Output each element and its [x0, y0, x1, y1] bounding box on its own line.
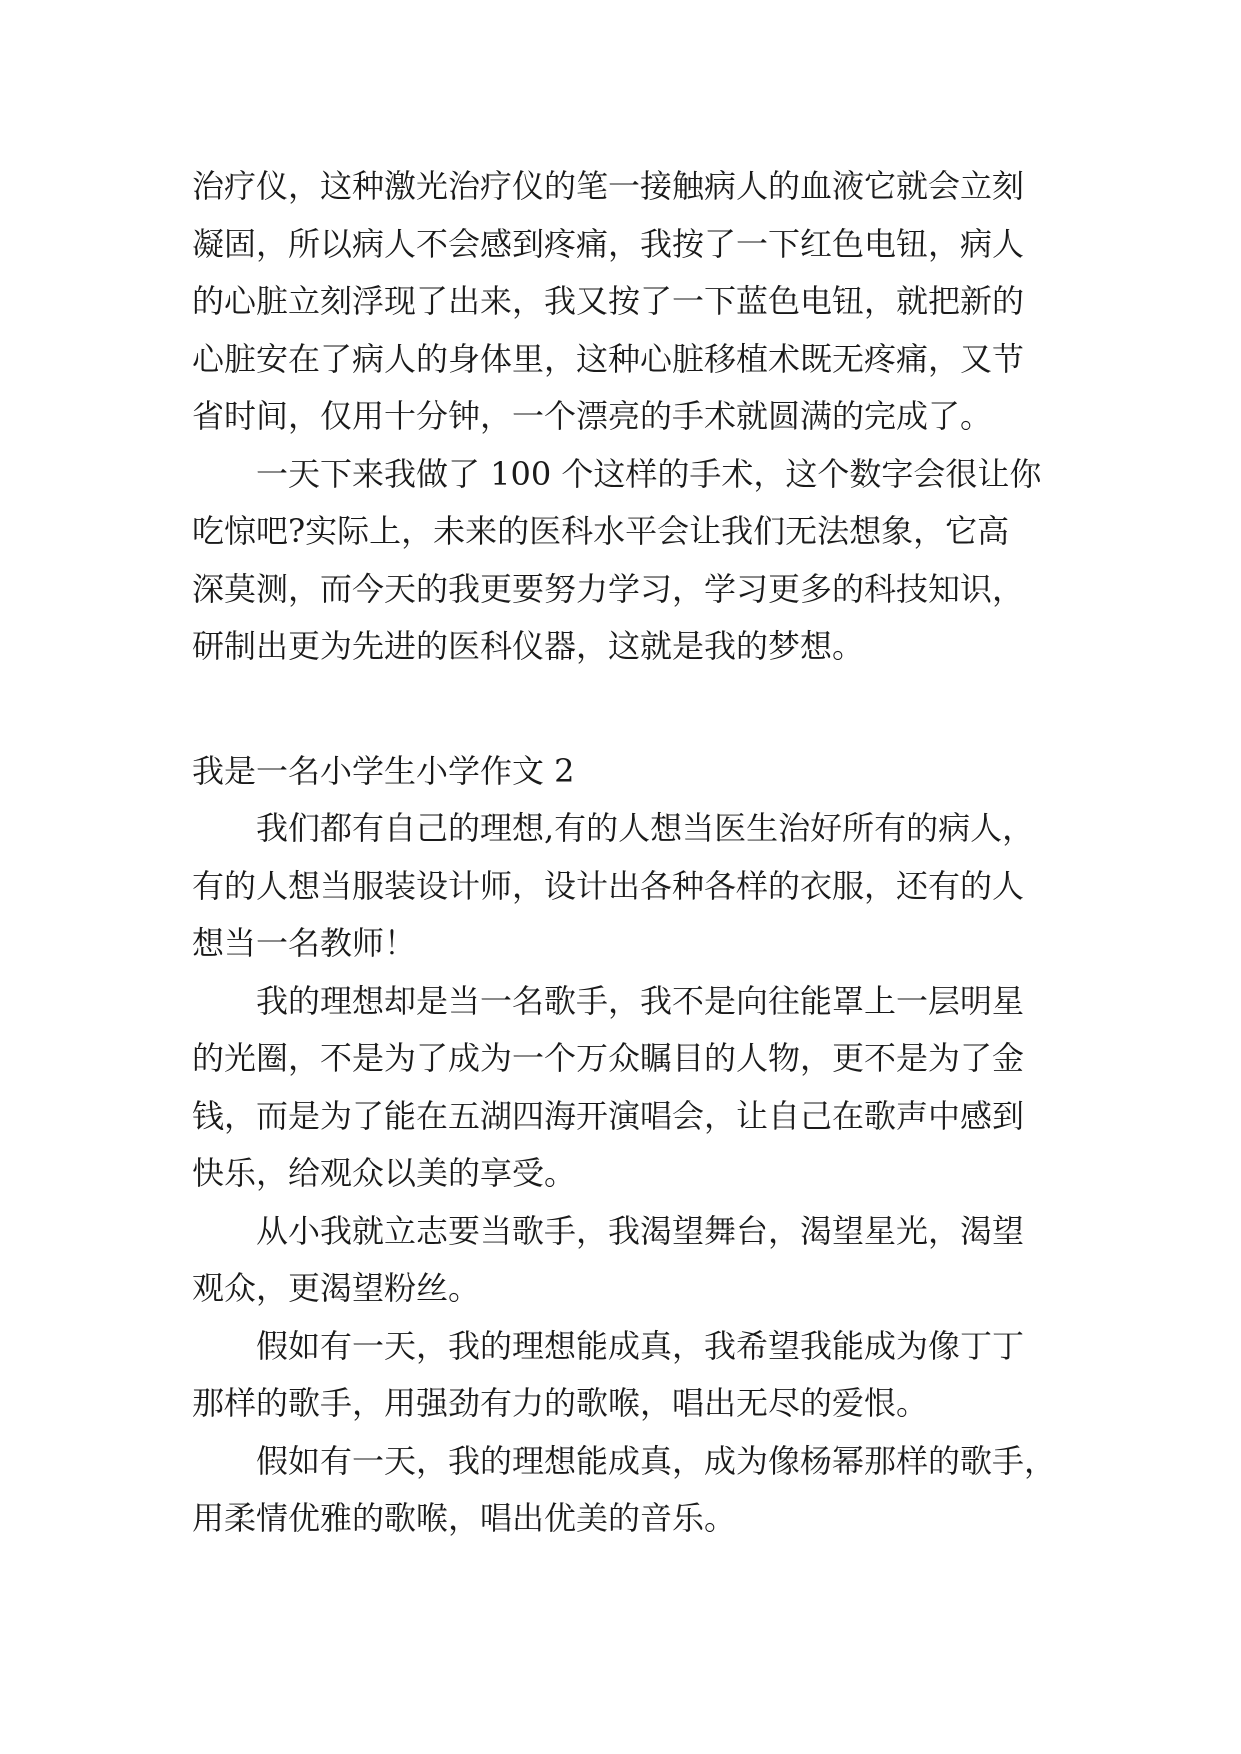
paragraph	[192, 1318, 1072, 1433]
paragraph	[192, 800, 1072, 973]
document-body	[192, 158, 1072, 1548]
paragraph-line: 那样的歌手，用强劲有力的歌喉，唱出无尽的爱恨。	[192, 1384, 929, 1422]
paragraph-line: 凝固，所以病人不会感到疼痛，我按了一下红色电钮，病人	[192, 224, 1025, 263]
paragraph	[192, 446, 1072, 676]
paragraph-line: 省时间，仅用十分钟，一个漂亮的手术就圆满的完成了。	[192, 397, 993, 435]
paragraph	[192, 1203, 1072, 1318]
paragraph-line: 钱，而是为了能在五湖四海开演唱会，让自己在歌声中感到	[192, 1096, 1025, 1135]
paragraph-line: 深莫测，而今天的我更要努力学习，学习更多的科技知识，	[192, 569, 1025, 608]
paragraph	[192, 1433, 1072, 1548]
paragraph-line: 快乐，给观众以美的享受。	[192, 1154, 577, 1192]
section-heading	[192, 743, 1072, 801]
paragraph-line: 观众，更渴望粉丝。	[192, 1269, 481, 1307]
paragraph-line: 用柔情优雅的歌喉，唱出优美的音乐。	[192, 1499, 737, 1537]
paragraph-line: 研制出更为先进的医科仪器，这就是我的梦想。	[192, 627, 865, 665]
paragraph-line: 治疗仪，这种激光治疗仪的笔一接触病人的血液它就会立刻	[192, 167, 1025, 205]
paragraph-line: 我们都有自己的理想,有的人想当医生治好所有的病人，	[256, 809, 1035, 847]
paragraph-line: 假如有一天，我的理想能成真，成为像杨幂那样的歌手，	[256, 1441, 1057, 1480]
paragraph-line: 想当一名教师！	[192, 924, 417, 962]
paragraph	[192, 973, 1072, 1203]
paragraph-line: 假如有一天，我的理想能成真，我希望我能成为像丁丁	[256, 1326, 1025, 1365]
paragraph-line: 的心脏立刻浮现了出来，我又按了一下蓝色电钮，就把新的	[192, 282, 1025, 320]
paragraph-line: 的光圈，不是为了成为一个万众瞩目的人物，更不是为了金	[192, 1039, 1025, 1077]
paragraph-line: 有的人想当服装设计师，设计出各种各样的衣服，还有的人	[192, 866, 1025, 905]
paragraph	[192, 158, 1072, 446]
paragraph-line: 一天下来我做了 100 个这样的手术，这个数字会很让你	[256, 454, 1042, 493]
heading-text: 我是一名小学生小学作文 2	[192, 751, 575, 790]
paragraph-line: 心脏安在了病人的身体里，这种心脏移植术既无疼痛，又节	[192, 339, 1025, 378]
paragraph-line: 我的理想却是当一名歌手，我不是向往能罩上一层明星	[256, 981, 1025, 1020]
section-spacer	[192, 676, 1072, 743]
paragraph-line: 吃惊吧?实际上，未来的医科水平会让我们无法想象，它高	[192, 512, 1010, 550]
paragraph-line: 从小我就立志要当歌手，我渴望舞台，渴望星光，渴望	[256, 1211, 1025, 1250]
